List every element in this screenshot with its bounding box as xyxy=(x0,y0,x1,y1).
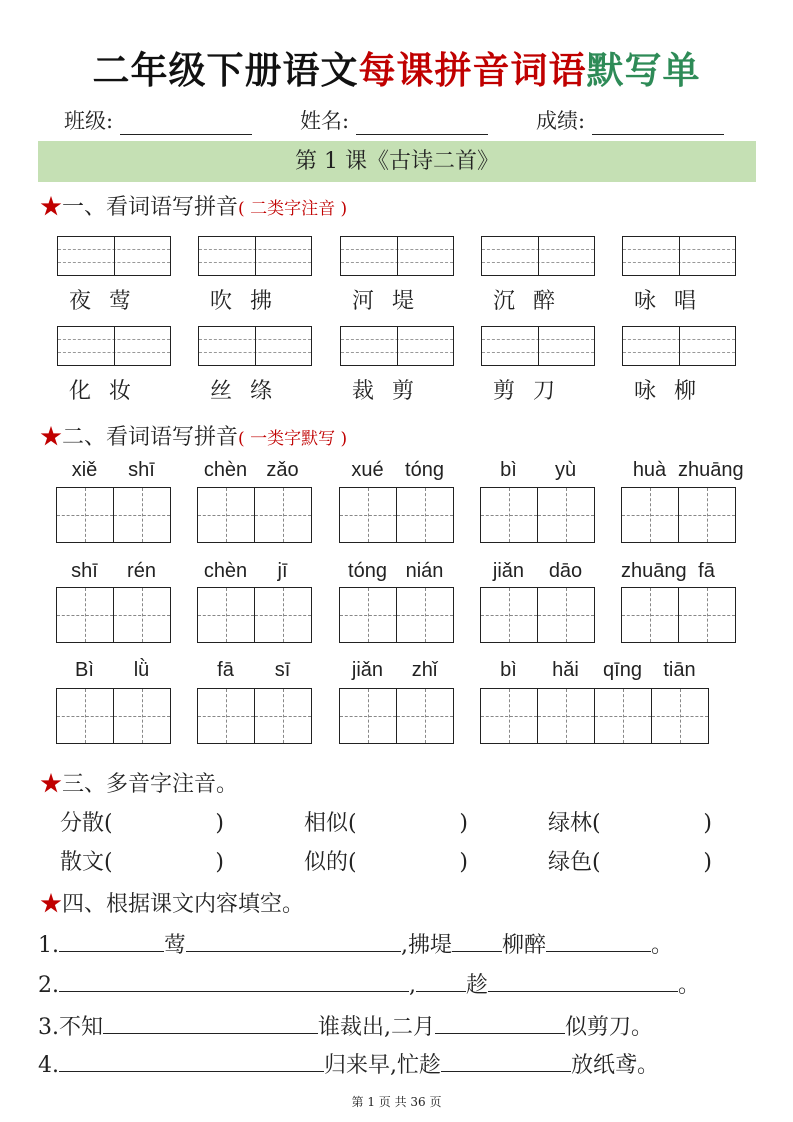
pinyin-label: sī xyxy=(274,659,291,681)
line-text: 柳醉 xyxy=(502,933,547,958)
tianzige-cell[interactable] xyxy=(198,689,254,743)
character-writing-grid[interactable] xyxy=(480,587,595,643)
page-footer: 第 1 页 共 36 页 xyxy=(351,1095,442,1109)
line-text: 趁 xyxy=(466,973,489,998)
lesson-banner: 第 1 课《古诗二首》 xyxy=(38,141,756,182)
section-2-note: ( 一类字默写 ) xyxy=(238,429,348,449)
polyphone-item xyxy=(60,845,224,876)
tianzige-cell[interactable] xyxy=(198,488,254,542)
tianzige-cell[interactable] xyxy=(57,488,113,542)
character-writing-grid[interactable] xyxy=(480,688,709,744)
name-blank[interactable] xyxy=(356,110,488,135)
polyphone-word: 散文 xyxy=(60,850,105,875)
tianzige-cell[interactable] xyxy=(537,689,594,743)
character-writing-grid[interactable] xyxy=(197,587,312,643)
vocab-word: 咏柳 xyxy=(634,379,715,404)
line-text: ,拂堤 xyxy=(401,933,453,958)
pinyin-label: qīng xyxy=(603,659,642,681)
score-field[interactable] xyxy=(536,105,724,135)
line-number: 1. xyxy=(38,933,59,958)
polyphone-item xyxy=(304,806,468,837)
pinyin-label: rén xyxy=(127,560,156,582)
pinyin-answer-bracket[interactable]: ( ) xyxy=(592,850,713,875)
score-blank[interactable] xyxy=(592,110,724,135)
pinyin-label: zhuāng xyxy=(621,560,687,582)
vocab-word: 裁剪 xyxy=(352,379,433,404)
vocab-word: 丝绦 xyxy=(210,379,291,404)
fill-blank[interactable] xyxy=(186,929,401,952)
pinyin-label: dāo xyxy=(548,560,583,582)
fill-blank[interactable] xyxy=(103,1011,318,1034)
line-text: 莺 xyxy=(164,933,187,958)
vocab-word: 化妆 xyxy=(69,379,150,404)
tianzige-cell[interactable] xyxy=(113,488,170,542)
pinyin-answer-bracket[interactable]: ( ) xyxy=(104,811,225,836)
pinyin-writing-box[interactable] xyxy=(57,236,171,276)
pinyin-label: hǎi xyxy=(552,659,579,681)
character-writing-grid[interactable] xyxy=(56,688,171,744)
tianzige-cell[interactable] xyxy=(396,588,453,642)
line-end: 。 xyxy=(651,933,674,958)
pinyin-label: yù xyxy=(554,459,577,481)
tianzige-cell[interactable] xyxy=(340,488,396,542)
fill-line-3 xyxy=(38,1010,653,1041)
tianzige-cell[interactable] xyxy=(678,588,735,642)
tianzige-cell[interactable] xyxy=(481,588,537,642)
pinyin-writing-box[interactable] xyxy=(57,326,171,366)
star-icon: ★ xyxy=(40,195,63,220)
page-title xyxy=(0,40,793,94)
vocab-word: 河堤 xyxy=(352,289,433,314)
fill-blank[interactable] xyxy=(59,969,409,992)
section-1-heading xyxy=(40,190,347,221)
pinyin-writing-box[interactable] xyxy=(198,326,312,366)
tianzige-cell[interactable] xyxy=(396,689,453,743)
polyphone-item xyxy=(548,806,712,837)
tianzige-cell[interactable] xyxy=(537,488,594,542)
tianzige-cell[interactable] xyxy=(622,488,678,542)
line-text: 放纸鸢 xyxy=(571,1053,638,1078)
pinyin-answer-bracket[interactable]: ( ) xyxy=(348,850,469,875)
section-1-note: ( 二类字注音 ) xyxy=(238,199,348,219)
title-part-3: 默写单 xyxy=(586,48,701,92)
section-4-title: 四、根据课文内容填空。 xyxy=(62,892,305,917)
section-4-heading xyxy=(40,887,304,918)
name-label: 姓名: xyxy=(300,109,350,133)
pinyin-label: zhuāng xyxy=(678,459,744,481)
character-writing-grid[interactable] xyxy=(56,487,171,543)
tianzige-cell[interactable] xyxy=(113,689,170,743)
section-1-title: 一、看词语写拼音 xyxy=(62,195,239,220)
tianzige-cell[interactable] xyxy=(254,488,311,542)
pinyin-writing-box[interactable] xyxy=(622,236,736,276)
tianzige-cell[interactable] xyxy=(57,588,113,642)
tianzige-cell[interactable] xyxy=(622,588,678,642)
polyphone-item xyxy=(304,845,468,876)
pinyin-label: shī xyxy=(71,560,98,582)
tianzige-cell[interactable] xyxy=(340,588,396,642)
vocab-word: 夜莺 xyxy=(69,289,150,314)
pinyin-label: tóng xyxy=(405,459,444,481)
tianzige-cell[interactable] xyxy=(537,588,594,642)
tianzige-cell[interactable] xyxy=(113,588,170,642)
pinyin-label: zǎo xyxy=(266,459,299,481)
fill-blank[interactable] xyxy=(488,969,678,992)
pinyin-answer-bracket[interactable]: ( ) xyxy=(104,850,225,875)
pinyin-writing-box[interactable] xyxy=(481,236,595,276)
line-end: 。 xyxy=(678,973,701,998)
polyphone-word: 相似 xyxy=(304,811,349,836)
tianzige-cell[interactable] xyxy=(481,488,537,542)
pinyin-answer-bracket[interactable]: ( ) xyxy=(592,811,713,836)
star-icon: ★ xyxy=(40,892,63,917)
name-field[interactable] xyxy=(300,105,488,135)
pinyin-label: tiān xyxy=(663,659,696,681)
fill-blank[interactable] xyxy=(452,929,502,952)
fill-blank[interactable] xyxy=(441,1049,571,1072)
character-writing-grid[interactable] xyxy=(339,587,454,643)
character-writing-grid[interactable] xyxy=(56,587,171,643)
pinyin-label: bì xyxy=(500,459,517,481)
line-end: 。 xyxy=(637,1053,660,1078)
line-text: , xyxy=(409,973,416,998)
pinyin-label: bì xyxy=(500,659,517,681)
character-writing-grid[interactable] xyxy=(621,587,736,643)
polyphone-word: 绿林 xyxy=(548,811,593,836)
line-text: 归来早,忙趁 xyxy=(324,1053,441,1078)
tianzige-cell[interactable] xyxy=(340,689,396,743)
line-text: 似剪刀 xyxy=(565,1015,632,1040)
character-writing-grid[interactable] xyxy=(480,487,595,543)
polyphone-word: 似的 xyxy=(304,850,349,875)
pinyin-label: nián xyxy=(405,560,444,582)
pinyin-label: chèn xyxy=(203,459,248,481)
line-end: 。 xyxy=(631,1015,654,1040)
section-2-heading xyxy=(40,420,347,451)
pinyin-label: jī xyxy=(277,560,288,582)
section-2-title: 二、看词语写拼音 xyxy=(62,425,239,450)
pinyin-label: fā xyxy=(217,659,234,681)
fill-blank[interactable] xyxy=(59,929,164,952)
pinyin-label: huà xyxy=(632,459,667,481)
line-text: 谁裁出,二月 xyxy=(318,1015,436,1040)
class-field[interactable] xyxy=(64,105,252,135)
polyphone-word: 绿色 xyxy=(548,850,593,875)
polyphone-item xyxy=(548,845,712,876)
fill-line-1 xyxy=(38,928,673,959)
character-writing-grid[interactable] xyxy=(339,688,454,744)
title-part-1: 二年级下册语文 xyxy=(92,48,359,92)
star-icon: ★ xyxy=(40,772,63,797)
pinyin-answer-bracket[interactable]: ( ) xyxy=(348,811,469,836)
tianzige-cell[interactable] xyxy=(254,689,311,743)
character-writing-grid[interactable] xyxy=(621,487,736,543)
pinyin-label: shī xyxy=(128,459,155,481)
line-number: 2. xyxy=(38,973,59,998)
line-number: 3. xyxy=(38,1015,59,1040)
score-label: 成绩: xyxy=(536,109,586,133)
pinyin-label: chèn xyxy=(203,560,248,582)
line-number: 4. xyxy=(38,1053,59,1078)
tianzige-cell[interactable] xyxy=(57,689,113,743)
pinyin-label: lǜ xyxy=(133,659,150,681)
star-icon: ★ xyxy=(40,425,63,450)
vocab-word: 吹拂 xyxy=(210,289,291,314)
pinyin-writing-box[interactable] xyxy=(340,326,454,366)
tianzige-cell[interactable] xyxy=(396,488,453,542)
pinyin-label: zhǐ xyxy=(411,659,438,681)
polyphone-word: 分散 xyxy=(60,811,105,836)
pinyin-label: xué xyxy=(351,459,384,481)
tianzige-cell[interactable] xyxy=(198,588,254,642)
vocab-word: 剪刀 xyxy=(493,379,574,404)
tianzige-cell[interactable] xyxy=(481,689,537,743)
pinyin-writing-box[interactable] xyxy=(340,236,454,276)
fill-blank[interactable] xyxy=(59,1049,324,1072)
title-part-2: 每课拼音词语 xyxy=(358,48,587,92)
pinyin-writing-box[interactable] xyxy=(198,236,312,276)
class-label: 班级: xyxy=(64,109,114,133)
pinyin-label: xiě xyxy=(71,459,98,481)
pinyin-label: jiǎn xyxy=(492,560,525,582)
character-writing-grid[interactable] xyxy=(197,688,312,744)
tianzige-cell[interactable] xyxy=(594,689,651,743)
polyphone-item xyxy=(60,806,224,837)
vocab-word: 咏唱 xyxy=(634,289,715,314)
character-writing-grid[interactable] xyxy=(339,487,454,543)
vocab-word: 沉醉 xyxy=(493,289,574,314)
tianzige-cell[interactable] xyxy=(254,588,311,642)
line-text: 不知 xyxy=(59,1015,104,1040)
section-3-title: 三、多音字注音。 xyxy=(62,772,239,797)
pinyin-label: tóng xyxy=(348,560,387,582)
student-info-row xyxy=(64,105,754,139)
pinyin-label: Bì xyxy=(75,659,94,681)
class-blank[interactable] xyxy=(120,110,252,135)
fill-blank[interactable] xyxy=(546,929,651,952)
pinyin-label: jiǎn xyxy=(351,659,384,681)
pinyin-writing-box[interactable] xyxy=(481,326,595,366)
pinyin-writing-box[interactable] xyxy=(622,326,736,366)
fill-blank[interactable] xyxy=(435,1011,565,1034)
fill-line-4 xyxy=(38,1048,659,1079)
section-3-heading xyxy=(40,767,238,798)
fill-blank[interactable] xyxy=(416,969,466,992)
pinyin-label: fā xyxy=(698,560,715,582)
tianzige-cell[interactable] xyxy=(678,488,735,542)
fill-line-2 xyxy=(38,968,700,999)
tianzige-cell[interactable] xyxy=(651,689,708,743)
character-writing-grid[interactable] xyxy=(197,487,312,543)
